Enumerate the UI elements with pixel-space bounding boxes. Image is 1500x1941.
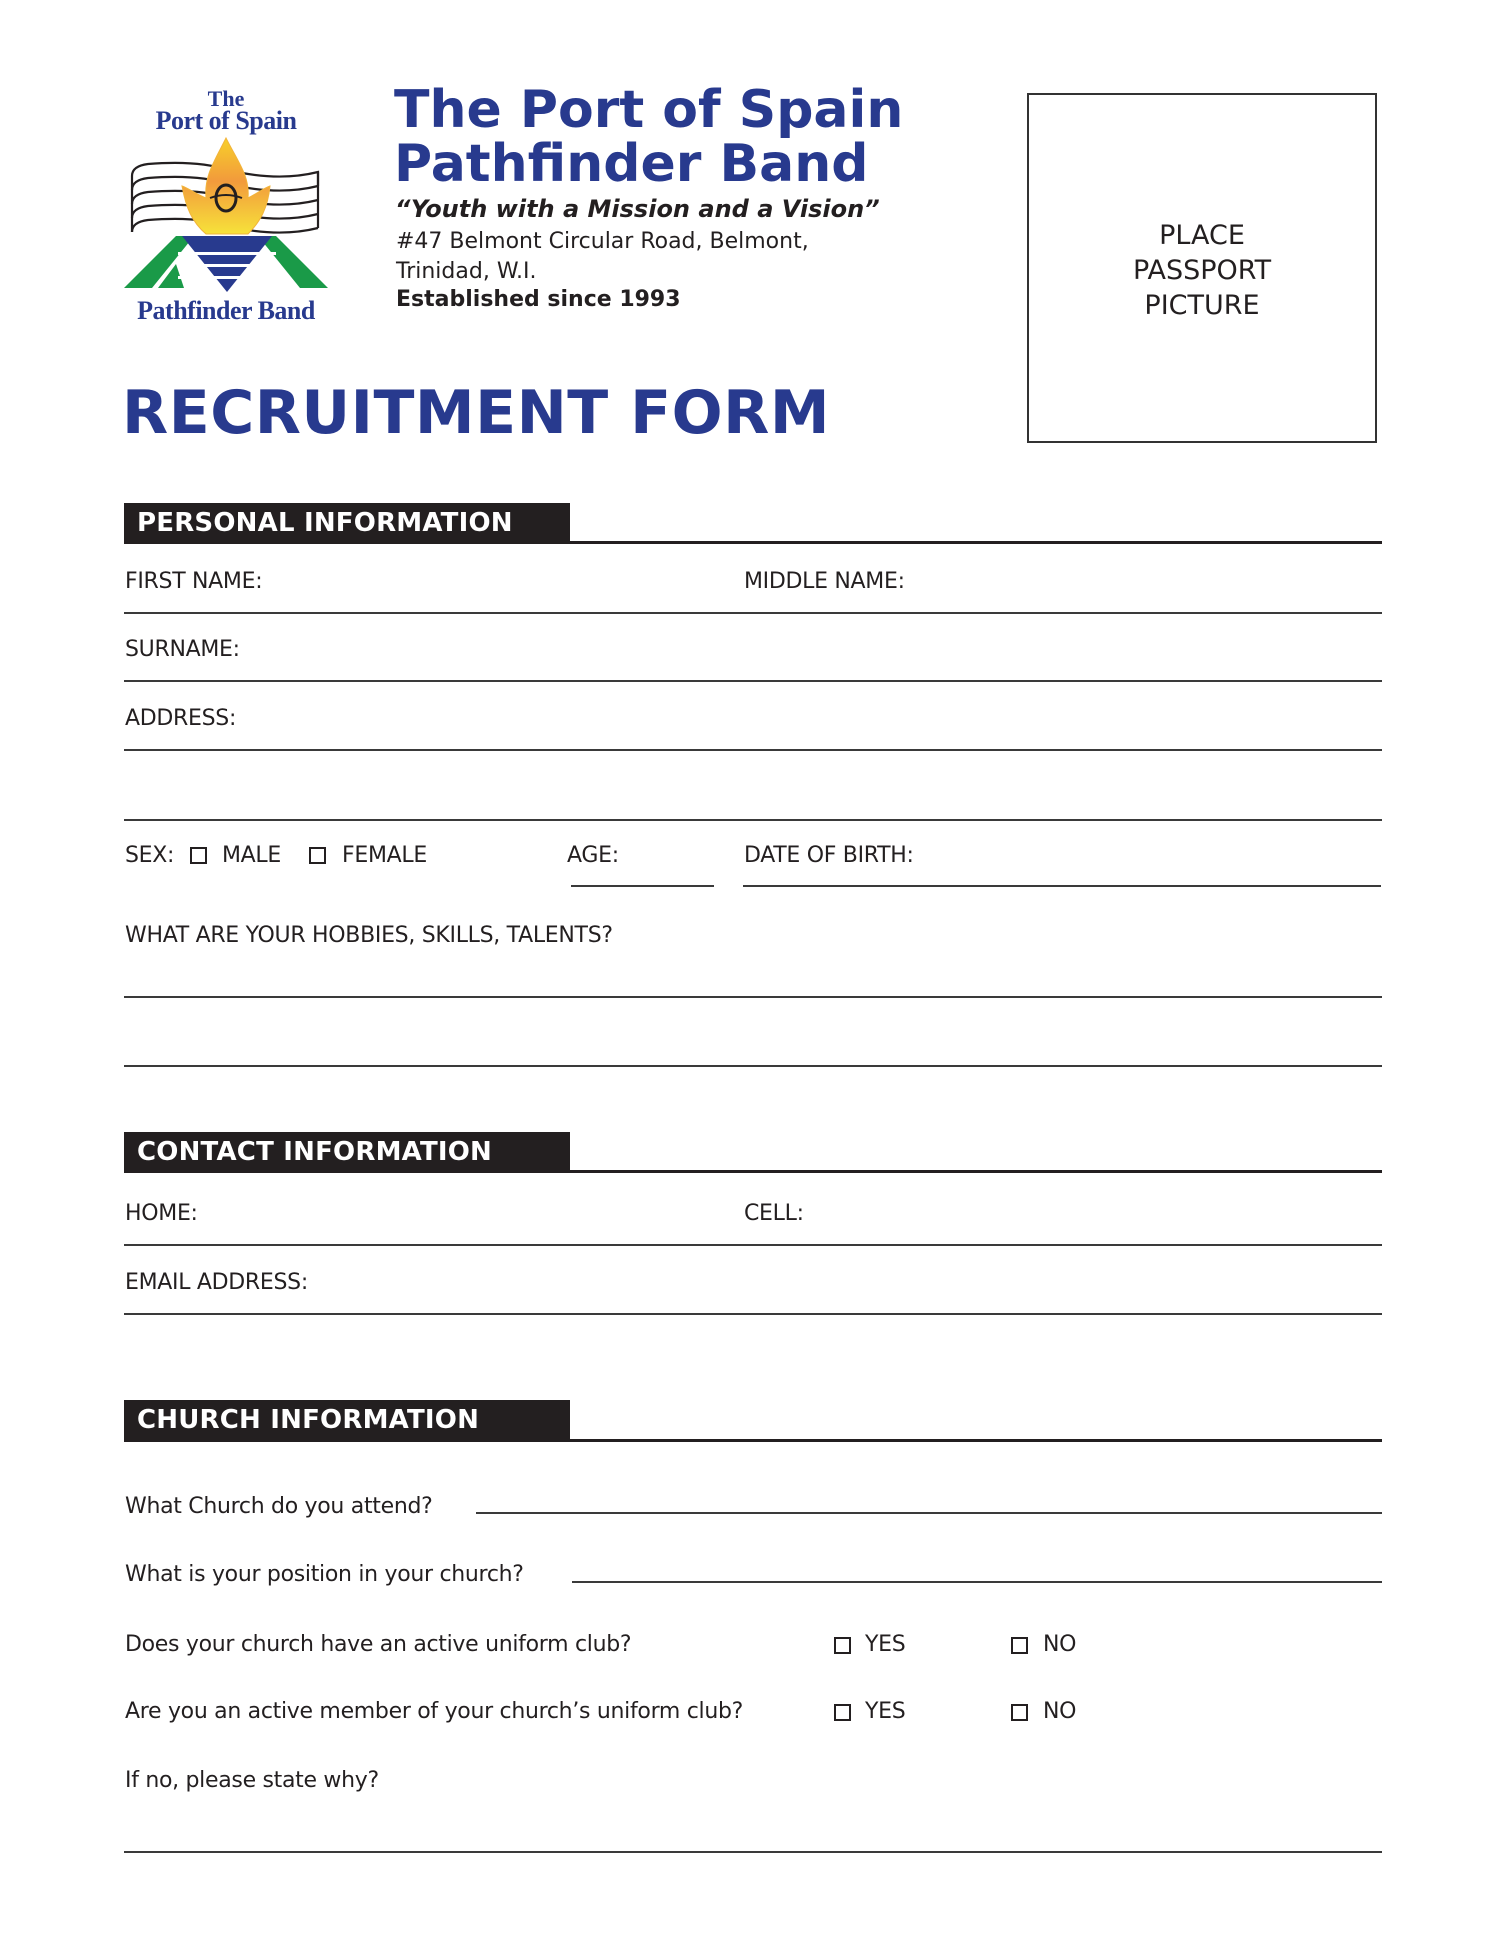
passport-photo-box [1027,93,1377,443]
email-field[interactable] [124,1313,1382,1315]
org-name-line-1: The Port of Spain [394,80,904,140]
female-label: FEMALE [342,843,427,868]
first-name-label: FIRST NAME: [125,569,263,594]
sex-label: SEX: [125,843,175,868]
address-line-1: #47 Belmont Circular Road, Belmont, [396,229,809,254]
club-member-yes-checkbox[interactable] [834,1704,851,1721]
church-position-label: What is your position in your church? [125,1562,524,1587]
email-label: EMAIL ADDRESS: [125,1270,308,1295]
home-cell-field[interactable] [124,1244,1382,1246]
logo-text-the: The [207,86,245,111]
logo-text-port-of-spain: Port of Spain [155,106,297,135]
church-attend-field[interactable] [476,1512,1382,1514]
home-phone-label: HOME: [125,1201,198,1226]
club-member-no-label: NO [1043,1699,1077,1724]
tagline: “Youth with a Mission and a Vision” [395,195,880,223]
address-field-line-1[interactable] [124,749,1382,751]
first-middle-name-field[interactable] [124,612,1382,614]
section-rule-church [124,1439,1382,1442]
uniform-club-no-checkbox[interactable] [1011,1637,1028,1654]
why-not-field[interactable] [124,1851,1382,1853]
section-rule-personal [124,541,1382,544]
logo-text-pathfinder-band: Pathfinder Band [137,296,315,325]
passport-line-2: PASSPORT [1132,255,1272,286]
address-field-line-2[interactable] [124,819,1382,821]
logo-emblem-icon [118,136,334,296]
hobbies-field-line-2[interactable] [124,1065,1382,1067]
dob-field[interactable] [743,885,1381,887]
hobbies-field-line-1[interactable] [124,996,1382,998]
why-not-label: If no, please state why? [125,1768,379,1793]
church-attend-label: What Church do you attend? [125,1494,433,1519]
male-label: MALE [222,843,281,868]
section-header-contact: CONTACT INFORMATION [124,1132,570,1173]
uniform-club-no-label: NO [1043,1632,1077,1657]
female-checkbox[interactable] [309,847,326,864]
address-label: ADDRESS: [125,706,237,731]
surname-label: SURNAME: [125,637,240,662]
page-title: RECRUITMENT FORM [122,378,831,448]
dob-label: DATE OF BIRTH: [744,843,914,868]
passport-text [1029,218,1375,323]
section-rule-contact [124,1170,1382,1173]
age-field[interactable] [571,885,714,887]
uniform-club-question: Does your church have an active uniform club? [125,1632,632,1657]
male-checkbox[interactable] [190,847,207,864]
section-header-personal: PERSONAL INFORMATION [124,503,570,544]
logo [118,86,334,326]
established-text: Established since 1993 [396,287,681,312]
age-label: AGE: [567,843,619,868]
uniform-club-yes-checkbox[interactable] [834,1637,851,1654]
uniform-club-yes-label: YES [865,1632,906,1657]
section-header-church: CHURCH INFORMATION [124,1400,570,1441]
cell-phone-label: CELL: [744,1201,804,1226]
middle-name-label: MIDDLE NAME: [744,569,905,594]
passport-line-1: PLACE [1159,220,1245,251]
club-member-question: Are you an active member of your church’s uniform club? [125,1699,744,1724]
surname-field[interactable] [124,680,1382,682]
club-member-no-checkbox[interactable] [1011,1704,1028,1721]
church-position-field[interactable] [572,1581,1382,1583]
address-line-2: Trinidad, W.I. [396,259,537,284]
org-name-line-2: Pathfinder Band [394,134,869,194]
hobbies-label: WHAT ARE YOUR HOBBIES, SKILLS, TALENTS? [125,923,613,948]
passport-line-3: PICTURE [1144,290,1260,321]
club-member-yes-label: YES [865,1699,906,1724]
